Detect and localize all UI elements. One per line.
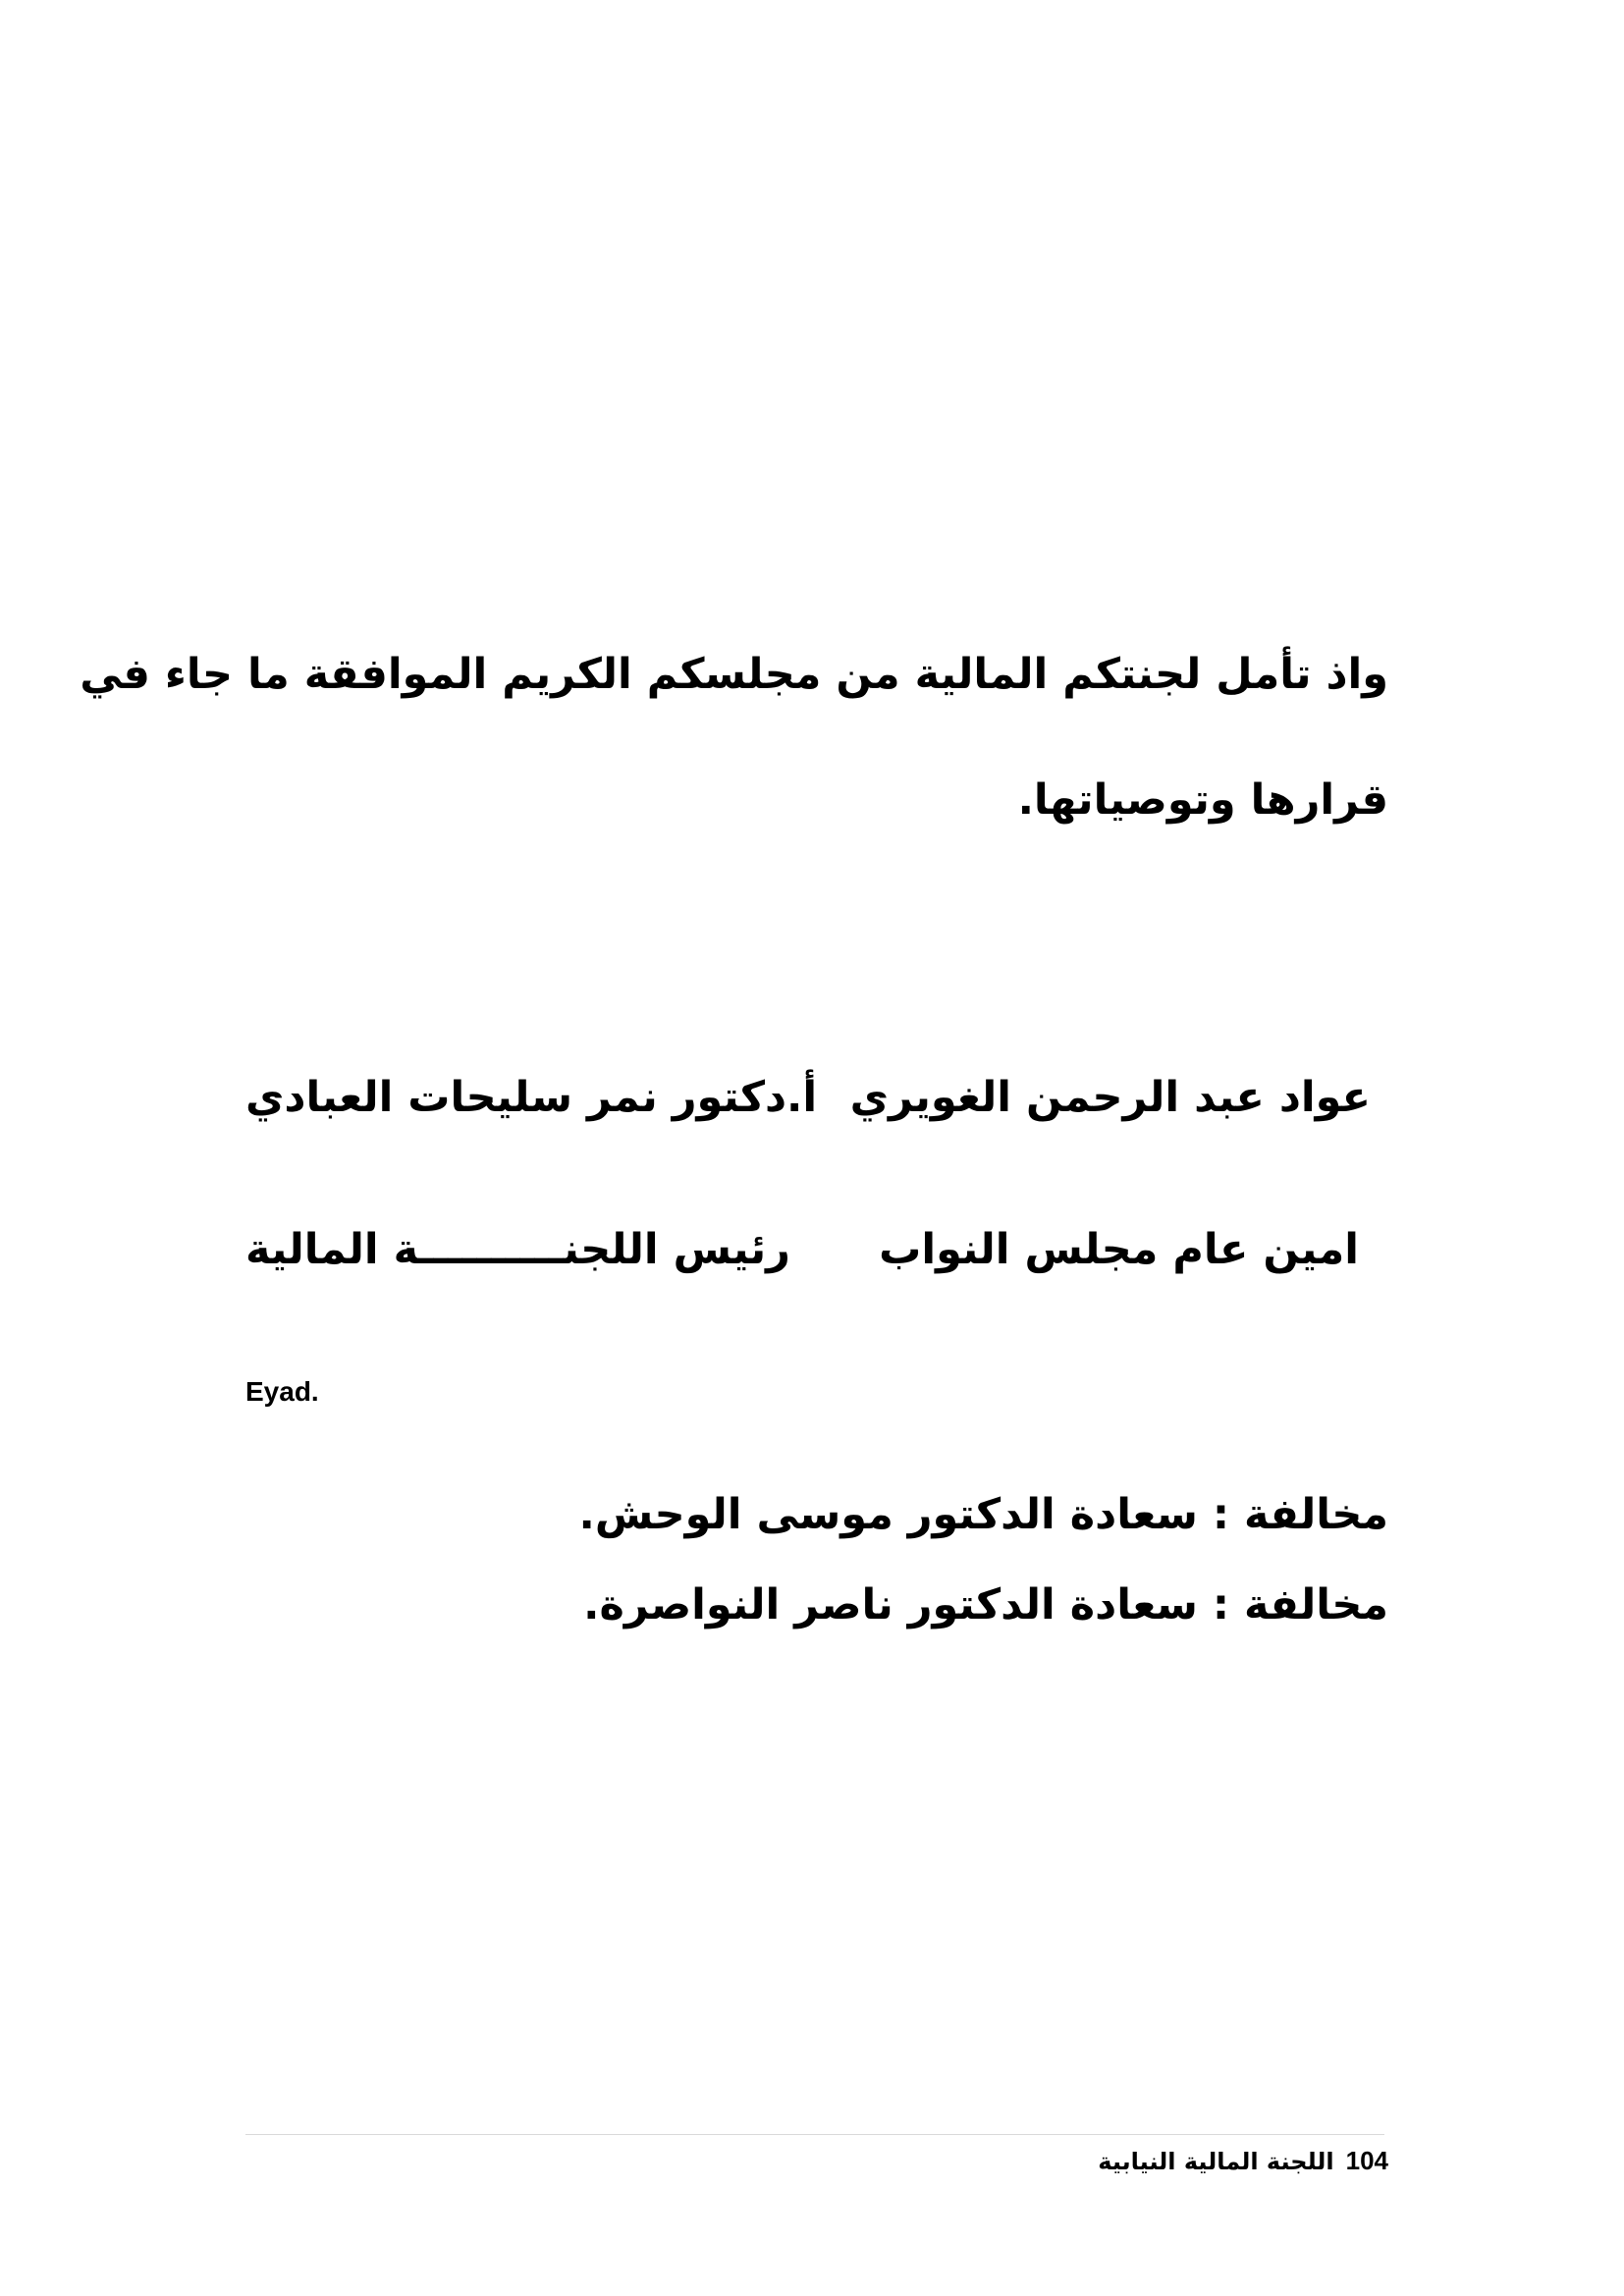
page-footer xyxy=(1098,2146,1388,2176)
page-number: 104 xyxy=(1345,2146,1388,2175)
body-paragraph-line-1: واذ تأمل لجنتكم المالية من مجلسكم الكريم الموافقة ما جاء في xyxy=(80,650,1388,699)
signatory-secretary-general-name: عواد عبد الرحمن الغويري xyxy=(849,1073,1371,1122)
dissent-note-1: مخالفة : سعادة الدكتور موسى الوحش. xyxy=(578,1490,1388,1539)
body-paragraph-line-2: قرارها وتوصياتها. xyxy=(1017,775,1388,825)
signatory-committee-chair-name: أ.دكتور نمر سليحات العبادي xyxy=(245,1073,818,1122)
footer-divider xyxy=(245,2134,1384,2135)
signatory-committee-chair-title: رئيس اللجنــــــــــة المالية xyxy=(245,1225,790,1274)
footer-committee-name: اللجنة المالية النيابية xyxy=(1098,2148,1334,2175)
typist-initials: Eyad. xyxy=(245,1376,319,1407)
signatory-secretary-general-title: امين عام مجلس النواب xyxy=(879,1225,1359,1274)
dissent-note-2: مخالفة : سعادة الدكتور ناصر النواصرة. xyxy=(583,1580,1388,1629)
